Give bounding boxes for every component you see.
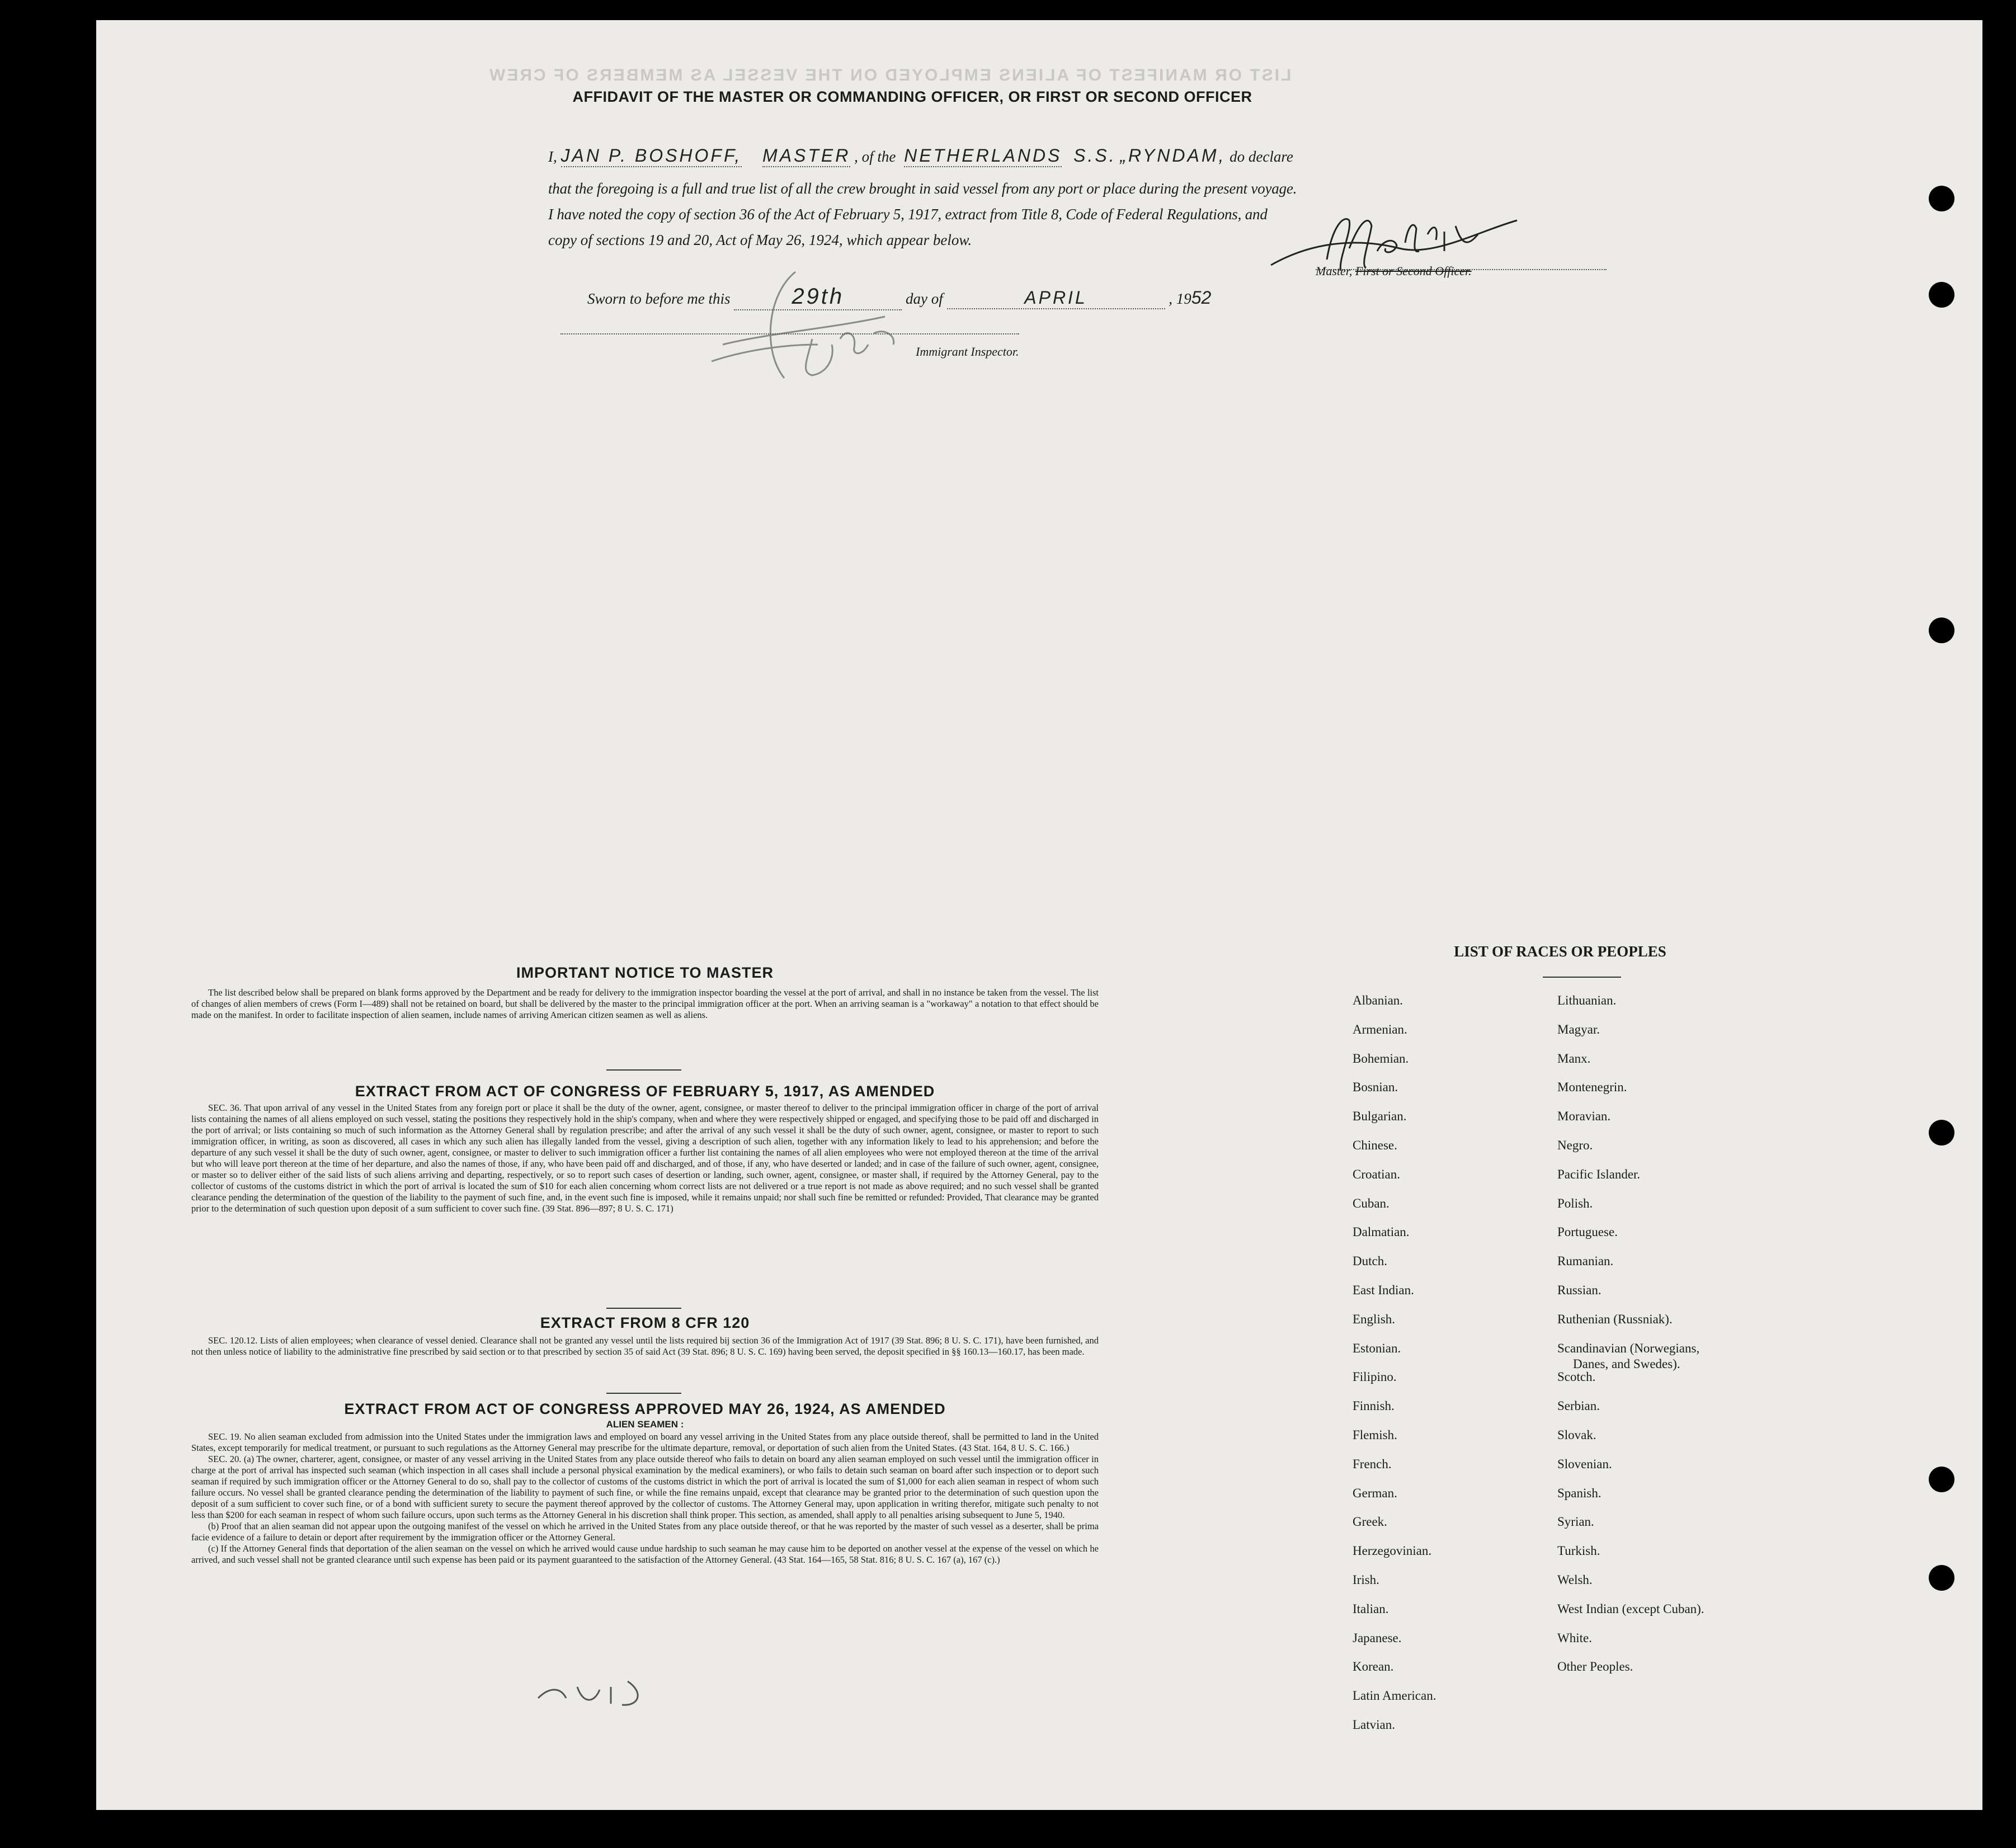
race-item: Other Peoples. [1557,1660,1633,1674]
year-prefix: , 19 [1169,290,1191,307]
sworn-day: 29th [792,284,845,309]
race-item: Turkish. [1557,1544,1600,1558]
affidavit-declaration-line [548,145,1293,167]
race-item: Danes, and Swedes). [1573,1356,1680,1371]
race-item: Bohemian. [1353,1051,1409,1066]
extract-cfr-title: EXTRACT FROM 8 CFR 120 [540,1314,750,1331]
race-item: Finnish. [1353,1399,1395,1413]
race-item: Welsh. [1557,1573,1593,1587]
notice-body: The list described below shall be prepared on blank forms approved by the Department and be ready for delivery to the immigration inspector boarding the vessel at the port of arrival, and shall in no instance be taken from the vessel. The list of changes of alien members of crews (Form I—489) shall not be retained on board, but shall be delivered by the master to the principal immigration officer at the port. When an arriving seaman is a "workaway" a notation to that effect should be made on the manifest. In order to facilitate inspection of alien seamen, include names of arriving American citizen seamen as well as aliens. [191,987,1099,1020]
race-item: Ruthenian (Russniak). [1557,1312,1673,1326]
extract-1924-sec20b: (b) Proof that an alien seaman did not appear upon the outgoing manifest of the vessel on which he arrived in the United States from any place outside thereof, or that he was reported by the master of such vessel as a deserter, shall be prima facie evidence of a failure to detain or deport after requirement by the immigration officer or the Attorney General. [191,1521,1099,1543]
affidavit-section [96,20,1982,423]
race-item: Cuban. [1353,1196,1389,1210]
race-item: French. [1353,1456,1392,1471]
important-notice [191,964,1099,1021]
race-item: German. [1353,1486,1397,1500]
punch-hole [1929,617,1954,643]
affidavit-line-3: I have noted the copy of section 36 of the Act of February 5, 1917, extract from Title 8, Code of Federal Regulations, and [548,206,1268,223]
race-item: Estonian. [1353,1341,1401,1355]
race-item: Armenian. [1353,1022,1407,1036]
race-item: East Indian. [1353,1283,1414,1297]
race-item: Portuguese. [1557,1225,1618,1239]
races-title: LIST OF RACES OR PEOPLES [1454,943,1666,960]
punch-hole [1929,1467,1954,1492]
alien-seamen-subtitle: ALIEN SEAMEN : [606,1419,684,1430]
race-item: Rumanian. [1557,1254,1614,1269]
extract-cfr-body: SEC. 120.12. Lists of alien employees; when clearance of vessel denied. Clearance shall not be granted any vessel until the lists required bij section 36 of the Immigration Act of 1917 (39 Stat. 896; 8 U. S. C. 171), have been furnished, and not then unless notice of liability to the administrative fine prescribed by said section or to that prescribed by section 35 of said Act (39 Stat. 896; 8 U. S. C. 169) having been served, the deposit specified in §§ 160.13—160.17, has been made. [191,1335,1099,1357]
race-item: Irish. [1353,1573,1379,1587]
divider [606,1393,681,1394]
master-signature-label: Master, First or Second Officer. [1316,264,1472,278]
extract-1924-sec20c: (c) If the Attorney General finds that deportation of the alien seaman on the vessel on which he arrived would cause undue hardship to such seaman he may cause him to be deported on another vessel at the expense of the vessel on which he arrived, and such vessel shall not be granted clearance until such expense has been paid or its payment guaranteed to the satisfaction of the Attorney General. (43 Stat. 164—165, 58 Stat. 816; 8 U. S. C. 167 (a), 167 (c).) [191,1543,1099,1565]
race-item: Filipino. [1353,1370,1397,1384]
race-item: Greek. [1353,1515,1387,1529]
race-item: Latin American. [1353,1689,1436,1703]
affidavit-line-2: that the foregoing is a full and true list of all the crew brought in said vessel from any port or place during the present voyage. [548,180,1297,197]
race-item: Pacific Islander. [1557,1167,1641,1181]
race-item: Croatian. [1353,1167,1400,1181]
manifest-page [96,20,1982,1810]
race-item: Herzegovinian. [1353,1544,1432,1558]
race-item: Negro. [1557,1138,1593,1152]
day-of-text: day of [906,290,943,307]
extract-1924-sec19: SEC. 19. No alien seaman excluded from admission into the United States under the immigration laws and employed on board any vessel arriving in the United States from any place outside thereof, shall be permitted to land in the United States, except temporarily for medical treatment, or pursuant to such regulations as the Attorney General may prescribe for the ultimate departure, removal, or deportation of such alien from the United States. (43 Stat. 164, 8 U. S. C. 166.) [191,1431,1099,1453]
race-item: Syrian. [1557,1515,1594,1529]
vessel-nationality: NETHERLANDS [904,145,1062,166]
race-item: Russian. [1557,1283,1602,1297]
race-item: Manx. [1557,1051,1591,1066]
race-item: Bosnian. [1353,1080,1398,1095]
race-item: Magyar. [1557,1022,1600,1036]
race-item: Dalmatian. [1353,1225,1410,1239]
vessel-name: „RYNDAM, [1120,145,1226,166]
stamp-mark [533,1676,656,1709]
punch-hole [1929,1565,1954,1591]
extract-1917-body: SEC. 36. That upon arrival of any vessel in the United States from any foreign port or place it shall be the duty of the owner, agent, consignee, or master thereof to deliver to the principal immigration officer in charge of the port of arrival lists containing the names of all aliens employed on such vessel, stating the positions they respectively hold in the ship's company, when and where they were respectively shipped or engaged, and specifying those to be paid off and discharged in the port of arrival; or lists containing so much of such information as the Attorney General shall by regulation prescribe; and after the arrival of any such vessel it shall be the duty of such owner, agent, consignee, or master to report to such immigration officer, in writing, as soon as discovered, all cases in which any such alien has illegally landed from the vessel, giving a description of such alien, together with any information likely to lead to his apprehension; and before the departure of any such vessel it shall be the duty of such owner, agent, consignee, or master to deliver to such immigration officer a further list containing the names of all alien employees who were not employed thereon at the time of the arrival but who will leave port thereon at the time of her departure, and also the names of those, if any, who have been paid off and discharged, and of those, if any, who have deserted or landed; and in case of the failure of such owner, agent, consignee, or master so to deliver either of the said lists of such aliens arriving and departing, respectively, or so to report such cases of desertion or landing, such owner, agent, consignee, or master shall, if required by the Attorney General, pay to the collector of customs of the customs district in which the port of arrival is located the sum of $10 for each alien concerning whom correct lists are not delivered or a true report is not made as above required; and no such vessel shall be granted clearance pending the determination of the question of the liability to the payment of such fine, and, in the event such fine is imposed, while it remains unpaid; nor shall such fine be remitted or refunded: Provided, That clearance may be granted prior to the determination of such question upon deposit of a sum sufficient to cover such fine. (39 Stat. 896—897; 8 U. S. C. 171) [191,1102,1099,1214]
of-the-text: , of the [854,148,896,165]
prefix-i: I, [548,148,557,165]
race-item: Flemish. [1353,1428,1397,1442]
races-divider [1543,977,1621,978]
race-item: Slovak. [1557,1428,1596,1442]
notice-title: IMPORTANT NOTICE TO MASTER [516,964,774,981]
race-item: Bulgarian. [1353,1109,1407,1124]
race-item: Dutch. [1353,1254,1387,1269]
race-item: Moravian. [1557,1109,1611,1124]
race-item: Serbian. [1557,1399,1600,1413]
extract-1917 [191,1069,1099,1214]
vessel-prefix: S.S. [1073,145,1117,166]
sworn-month: APRIL [1024,287,1087,308]
sworn-text: Sworn to before me this [587,290,731,307]
affidavit-title: AFFIDAVIT OF THE MASTER OR COMMANDING OFFICER, OR FIRST OR SECOND OFFICER [572,88,1252,105]
race-item: Spanish. [1557,1486,1602,1500]
extract-cfr [191,1312,1099,1357]
race-item: Montenegrin. [1557,1080,1627,1095]
race-item: English. [1353,1312,1396,1326]
extract-1924-title: EXTRACT FROM ACT OF CONGRESS APPROVED MAY 26, 1924, AS AMENDED [344,1401,946,1417]
inspector-signature-line [560,333,1019,334]
punch-hole [1929,1120,1954,1145]
race-item: Scandinavian (Norwegians, [1557,1341,1700,1355]
struck-officer-text: First or Second Officer. [1355,264,1472,278]
race-item: Slovenian. [1557,1456,1612,1471]
race-item: Italian. [1353,1601,1389,1616]
master-rank: MASTER [762,145,851,166]
race-item: Japanese. [1353,1630,1402,1645]
extract-1924 [191,1398,1099,1566]
race-item: West Indian (except Cuban). [1557,1601,1704,1616]
race-item: Chinese. [1353,1138,1397,1152]
extract-1924-sec20a: SEC. 20. (a) The owner, charterer, agent, consignee, or master of any vessel arriving in the United States from any place outside thereof who fails to detain on board any alien seaman employed on such vessel until the immigration officer in charge at the port of arrival has inspected such seaman (which inspection in all cases shall include a personal physical examination by the medical examiners), or who fails to detain such seaman on board after such inspection or to deport such seaman if required by such immigration officer or the Attorney General to do so, shall pay to the collector of customs of the customs district in which the port of arrival is located the sum of $1,000 for each alien seaman in respect of whom such failure occurs. No vessel shall be granted clearance pending the determination of the liability to payment of such fine, or while the fine remains unpaid, except that clearance may be granted prior to the determination of such question upon the deposit of a sum sufficient to cover such fine, or of a bond with sufficient surety to secure the payment thereof approved by the collector of customs. The Attorney General may, upon application in writing therefor, mitigate such penalty to not less than $200 for each seaman in respect of whom such failure occurs, upon such terms as the Attorney General in his discretion shall think proper. This section, as amended, shall apply to all penalties arising subsequent to June 5, 1940. [191,1454,1099,1520]
race-item: Korean. [1353,1660,1394,1674]
divider [606,1308,681,1309]
affidavit-line-4: copy of sections 19 and 20, Act of May 26, 1924, which appear below. [548,232,972,248]
extract-1917-title: EXTRACT FROM ACT OF CONGRESS OF FEBRUARY 5, 1917, AS AMENDED [355,1083,935,1100]
race-item: Lithuanian. [1557,993,1617,1007]
race-item: Scotch. [1557,1370,1596,1384]
do-declare-text: do declare [1230,148,1293,165]
ghost-manifest-title: LIST OR MANIFEST OF ALIENS EMPLOYED ON THE VESSEL AS MEMBERS OF CREW [488,66,1292,84]
race-item: Albanian. [1353,993,1403,1007]
sworn-year: 52 [1191,287,1212,308]
inspector-label: Immigrant Inspector. [916,345,1019,359]
inspector-signature [700,261,963,389]
race-item: Latvian. [1353,1718,1395,1732]
race-item: White. [1557,1630,1592,1645]
master-name: JAN P. BOSHOFF, [560,145,742,166]
race-item: Polish. [1557,1196,1593,1210]
